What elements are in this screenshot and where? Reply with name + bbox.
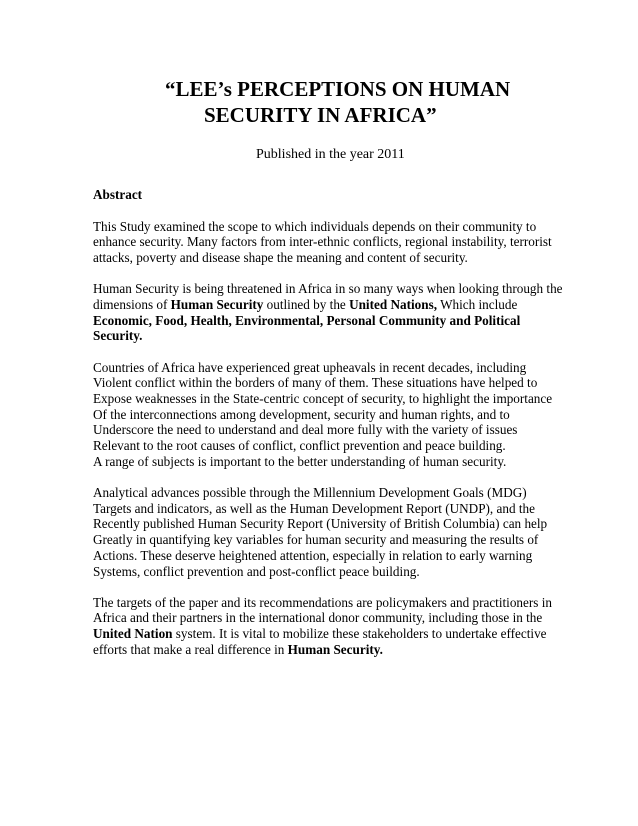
publication-date: Published in the year 2011: [256, 147, 405, 162]
paragraph-line: attacks, poverty and disease shape the meaning and content of security.: [93, 250, 468, 266]
bold-dimensions-list: Economic, Food, Health, Environmental, Personal Community and Political: [93, 312, 521, 328]
paragraph-line: Africa and their partners in the international donor community, including those in the: [93, 610, 543, 626]
paragraph-line: [93, 297, 553, 313]
paragraph-line: [93, 313, 553, 329]
text-run: efforts that make a real difference in: [93, 641, 288, 657]
text-run: Which include: [437, 297, 518, 313]
paragraph-line: A range of subjects is important to the better understanding of human security.: [93, 453, 507, 469]
paragraph-4: [93, 485, 553, 579]
paragraph-line: Violent conflict within the borders of many of them. These situations have helped to: [93, 375, 538, 391]
paragraph-line: enhance security. Many factors from inter-ethnic conflicts, regional instability, terrorist: [93, 234, 552, 250]
bold-dimensions-list-end: Security.: [93, 328, 143, 344]
paragraph-line: This Study examined the scope to which individuals depends on their community to: [93, 218, 537, 234]
bold-term-united-nations: United Nations,: [349, 297, 438, 313]
paragraph-line: [93, 328, 553, 344]
paragraph-line: Human Security is being threatened in Africa in so many ways when looking through the: [93, 281, 563, 297]
document-title: [0, 76, 638, 128]
paragraph-line: Countries of Africa have experienced great upheavals in recent decades, including: [93, 359, 527, 375]
abstract-section: [93, 187, 563, 673]
paragraph-1: [93, 219, 553, 266]
paragraph-line: Of the interconnections among development, security and human rights, and to: [93, 406, 510, 422]
text-run: outlined by the: [263, 297, 350, 313]
paragraph-line: [93, 642, 553, 658]
paragraph-line: Analytical advances possible through the Millennium Development Goals (MDG): [93, 485, 527, 501]
paragraph-3: [93, 360, 553, 470]
text-run: dimensions of: [93, 297, 171, 313]
text-run: system. It is vital to mobilize these stakeholders to undertake effective: [172, 626, 547, 642]
paragraph-line: Systems, conflict prevention and post-conflict peace building.: [93, 563, 420, 579]
paragraph-5: [93, 595, 553, 658]
paragraph-line: The targets of the paper and its recommendations are policymakers and practitioners in: [93, 594, 552, 610]
title-line-2: SECURITY IN AFRICA”: [204, 103, 437, 127]
paragraph-line: Recently published Human Security Report (University of British Columbia) can help: [93, 516, 548, 532]
paragraph-2: [93, 281, 563, 344]
paragraph-line: Relevant to the root causes of conflict, conflict prevention and peace building.: [93, 438, 506, 454]
paragraph-line: Underscore the need to understand and deal more fully with the variety of issues: [93, 422, 518, 438]
bold-term-united-nation: United Nation: [93, 626, 173, 642]
paragraph-line: Greatly in quantifying key variables for human security and measuring the results of: [93, 532, 539, 548]
title-line-1: “LEE’s PERCEPTIONS ON HUMAN: [165, 77, 511, 101]
paragraph-line: Expose weaknesses in the State-centric concept of security, to highlight the importance: [93, 391, 553, 407]
bold-term-human-security: Human Security: [170, 297, 264, 313]
paragraph-line: Actions. These deserve heightened attention, especially in relation to early warning: [93, 547, 533, 563]
paragraph-line: [93, 626, 553, 642]
paragraph-line: Targets and indicators, as well as the Human Development Report (UNDP), and the: [93, 500, 535, 516]
abstract-heading: Abstract: [93, 187, 143, 202]
bold-term-human-security-end: Human Security.: [287, 641, 383, 657]
